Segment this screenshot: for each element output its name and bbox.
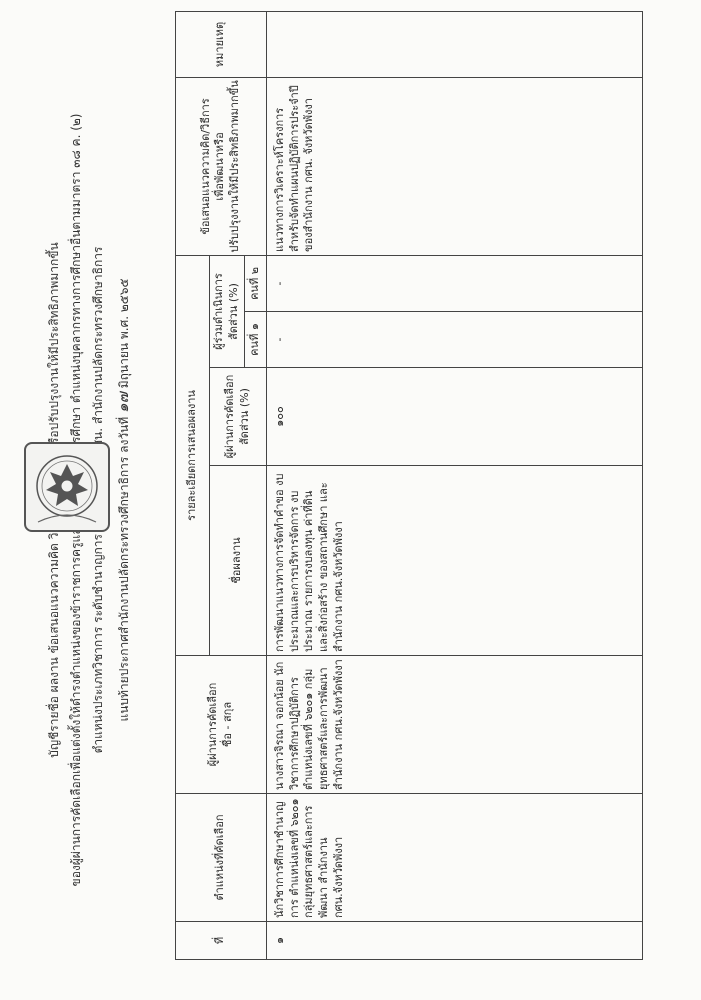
header-share (210, 368, 267, 466)
cell-candidate: นางสาวจิรณา จอกน้อย นักวิชาการศึกษาปฏิบัติการ ตำแหน่งเลขที่ ๖๒๐๑ กลุ่มยุทธศาสตร์และการพัฒนา สำนักงาน กศน.จังหวัดพังงา (266, 656, 642, 794)
header-share-pct: สัดส่วน (%) (237, 388, 251, 445)
header-co-pct: สัดส่วน (%) (226, 283, 240, 340)
cell-position: นักวิชาการศึกษาชำนาญการ ตำแหน่งเลขที่ ๖๒๐๑ กลุ่มยุทธศาสตร์และการพัฒนา สำนักงาน กศน.จังหวัดพังงา (266, 794, 642, 922)
header-candidate (176, 656, 267, 794)
cell-remark (266, 11, 642, 77)
candidates-table (175, 11, 643, 960)
header-proposal-l3: ปรับปรุงงานให้มีประสิทธิภาพมากขึ้น (228, 80, 242, 253)
header-share-label: ผู้ผ่านการคัดเลือก (223, 374, 236, 459)
cell-share: ๑๐๐ (266, 368, 642, 466)
header-person-2: คนที่ ๒ (244, 255, 266, 311)
header-details: รายละเอียดการเสนอผลงาน (176, 255, 210, 655)
handwritten-day: ๑๗ (114, 392, 132, 413)
header-row-1 (176, 11, 210, 959)
header-co-authors (210, 255, 245, 367)
header-proposal-l2: เพื่อพัฒนาหรือ (213, 132, 227, 201)
header-person-1: คนที่ ๑ (244, 312, 266, 368)
header-proposal (176, 77, 267, 255)
title-line-4-prefix: แนบท้ายประกาศสำนักงานปลัดกระทรวงศึกษาธิการ ลงวันที่ (117, 416, 131, 722)
cell-no: ๑ (266, 922, 642, 960)
header-proposal-l1: ข้อเสนอแนวความคิด/วิธีการ (198, 98, 212, 235)
garuda-seal-icon (24, 442, 110, 532)
cell-work: การพัฒนาแนวทางการจัดทำคำขอ งบประมาณและการบริหารจัดการ งบประมาณ รายการงบลงทุน ค่าที่ดิน และสิ่งก่อสร้าง ของสถานศึกษา และสำนักงาน กศน.จังหวัดพังงา (266, 466, 642, 656)
title-line-4-suffix: มิถุนายน พ.ศ. ๒๕๖๕ (117, 278, 131, 389)
header-candidate-label: ผู้ผ่านการคัดเลือก (206, 682, 219, 767)
title-line-4 (111, 20, 135, 980)
header-remark: หมายเหตุ (176, 11, 267, 77)
cell-co-1: - (266, 312, 642, 368)
header-co-label: ผู้ร่วมดำเนินการ (212, 273, 225, 350)
header-candidate-sub: ชื่อ - สกุล (220, 701, 234, 748)
cell-co-2: - (266, 255, 642, 311)
header-position: ตำแหน่งที่คัดเลือก (176, 794, 267, 922)
table-row (266, 11, 642, 959)
header-no: ที่ (176, 922, 267, 960)
header-work: ชื่อผลงาน (210, 466, 267, 656)
cell-proposal: แนวทางการวิเคราะห์โครงการ สำหรับจัดทำแผนปฏิบัติการประจำปี ของสำนักงาน กศน. จังหวัดพังงา (266, 77, 642, 255)
